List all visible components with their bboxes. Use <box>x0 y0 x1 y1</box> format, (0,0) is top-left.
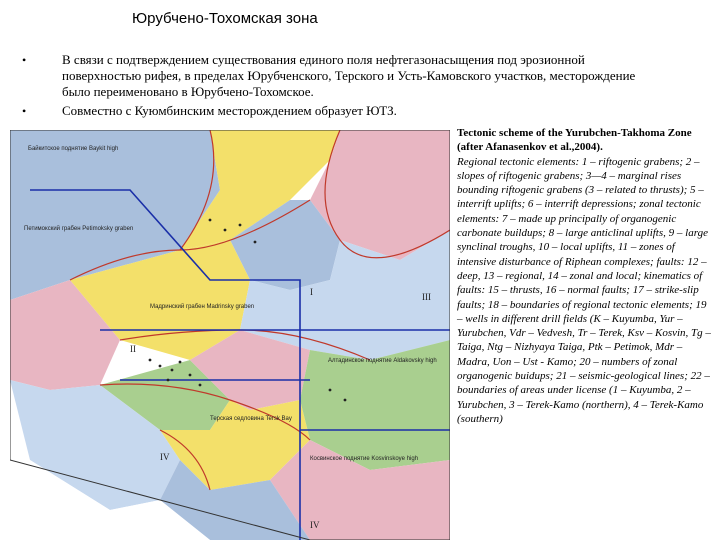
label-petimok: Петимокский грабен Petimoksky graben <box>24 226 134 232</box>
bullet-item <box>22 52 662 100</box>
caption-title: Tectonic scheme of the Yurubchen-Takhoma Zone (after Afanasenkov et al.,2004). <box>457 127 692 154</box>
well-dot <box>149 359 152 362</box>
well-dot <box>329 389 332 392</box>
bullet-item <box>22 103 662 119</box>
well-dot <box>159 365 162 368</box>
bullet-text: В связи с подтверждением существования единого поля нефтегазонасыщения под эрозионной поверхностью рифея, в пределах Юрубченского, Терского и Усть-Камовского участков, месторождение было переименовано в Юрубчено-Тохомское. <box>62 52 636 99</box>
well-dot <box>224 229 227 232</box>
label-madrin: Мадринский грабен Madrinsky graben <box>150 304 255 310</box>
bullet-text: Совместно с Куюмбинским месторождением образует ЮТЗ. <box>62 103 397 118</box>
caption-body: Regional tectonic elements: 1 – riftogenic grabens; 2 – slopes of riftogenic grabens; 3—4 – marginal rises bounding riftogenic grabens (3 – related to thrusts); 5 – interrift uplifts; 6 – interrift depressions; zonal tectonic elements: 7 – made up principally of organogenic carbonate buildups; 8 – large anticlinal uplifts, 9 – large synclinal troughs, 10 – local uplifts, 11 – zones of intensive disturbance of Riphean complexes; faults: 12 – deep, 13 – regional, 14 – zonal and local; kinematics of faults: 15 – thrusts, 16 – normal faults; 17 – strike-slip faults; 18 – boundaries of regional tectonic elements; 19 – wells in different drill fields (K – Kuyumba, Yur – Yurubchen, Vdr – Vedvesh, Tr – Terek, Ksv – Kosvin, Tg – Taiga, Ntg – Nizhyaya Taiga, Ptk – Petimok, Mdr – Madra, Uon – Ust - Kamo; 20 – numbers of zonal organogenic buidups; 21 – seismic-geological lines; 22 – boundaries of areas under license (1 – Kuyumba, 2 – Yurubchen, 3 – Terek-Kamo (northern), 4 – Terek-Kamo (southern) <box>457 155 711 425</box>
well-dot <box>171 369 174 372</box>
label-aldak: Алтадинское поднятие Aldakovsky high <box>328 358 437 364</box>
bullet-marker: • <box>22 53 27 67</box>
bullet-marker: • <box>22 104 27 118</box>
label-tersk: Терская седловина Tersk Bay <box>210 416 292 422</box>
well-dot <box>209 219 212 222</box>
license-number: III <box>422 292 431 302</box>
map-caption <box>457 126 712 426</box>
well-dot <box>344 399 347 402</box>
license-number: II <box>130 344 136 354</box>
well-dot <box>179 361 182 364</box>
slide-title: Юрубчено-Тохомская зона <box>132 10 318 27</box>
bullet-list <box>22 52 662 122</box>
license-number: IV <box>160 452 170 462</box>
well-dot <box>254 241 257 244</box>
label-kosvin: Косвинское поднятие Kosvinskoye high <box>310 456 419 462</box>
tectonic-map <box>10 130 450 540</box>
well-dot <box>189 374 192 377</box>
license-number: IV <box>310 520 320 530</box>
well-dot <box>167 379 170 382</box>
license-number: I <box>310 287 313 297</box>
well-dot <box>199 384 202 387</box>
label-baikit: Байкитское поднятие Baykit high <box>28 146 119 152</box>
well-dot <box>239 224 242 227</box>
